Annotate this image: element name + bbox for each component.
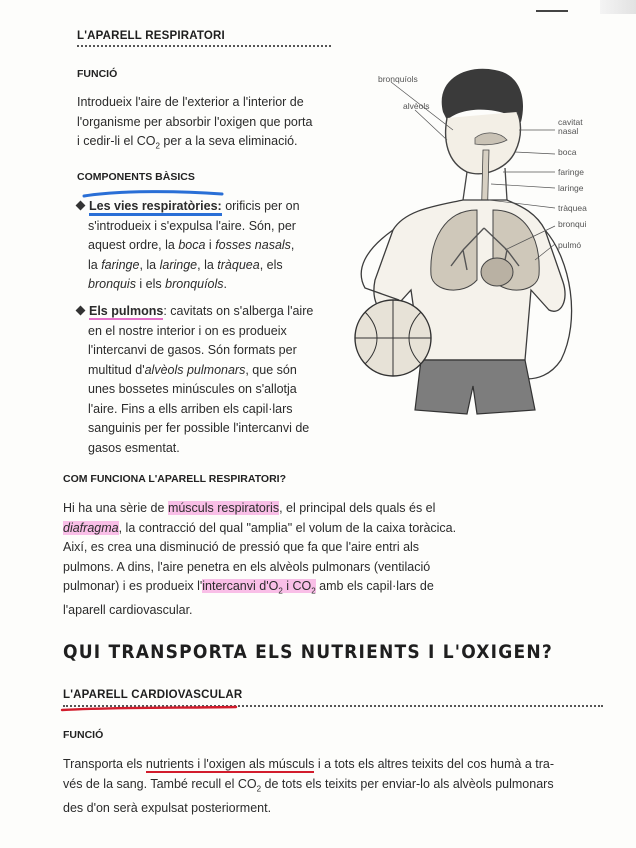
funcio-paragraph bbox=[77, 93, 337, 156]
cardio-paragraph bbox=[63, 755, 608, 818]
components-heading: COMPONENTS BÀSICS bbox=[77, 171, 195, 183]
bullet-line: sanguinis per fer possible l'intercanvi de bbox=[88, 421, 310, 435]
paragraph-line: Transporta els nutrients i l'oxigen als músculs i a tots els altres teixits del cos humà a tra- bbox=[63, 757, 555, 771]
heart bbox=[481, 258, 513, 286]
bullet-line: aquest ordre, la boca i fosses nasals, bbox=[88, 238, 295, 252]
bullet-line: la faringe, la laringe, la tràquea, els bbox=[88, 257, 283, 272]
label-alveols: alvèols bbox=[403, 101, 430, 111]
label-nasal: nasal bbox=[558, 126, 579, 136]
label-boca: boca bbox=[558, 147, 577, 157]
title-dotted-rule bbox=[77, 45, 331, 47]
highlight-diafragma: diafragma bbox=[63, 520, 119, 535]
bullet-line: unes bossetes minúscules on s'allotja bbox=[88, 382, 297, 396]
funcio-line: l'organisme per absorbir l'oxigen que porta bbox=[77, 114, 313, 129]
highlight-musculs: músculs respiratoris bbox=[167, 501, 280, 515]
paragraph-line: pulmonar) i es produeix l'intercanvi $d'O_2$ i $CO_2$ amb els capil·lars de bbox=[63, 579, 434, 596]
page-edge-shadow bbox=[600, 0, 636, 14]
paragraph-line: des d'on serà expulsat posteriorment. bbox=[63, 800, 272, 815]
bullet-line: en el nostre interior i on es produeix bbox=[88, 323, 287, 338]
bullet-pulmons: Els pulmons: cavitats on s'alberga l'aire en el nostre interior i on es produeix l'intercanvi de gasos. Són formats per multitud d'alvèols pulmonars, que són unes bossetes minúscules on s'allotja l'aire. Fins a ells arriben els capil·lars sanguinis per fer possible l'intercanvi de gasos esmentat. bbox=[77, 302, 339, 458]
label-laringe: laringe bbox=[558, 183, 584, 193]
label-pulmo: pulmó bbox=[558, 240, 582, 250]
bullet-line: gasos esmentat. bbox=[88, 440, 180, 455]
red-pen-underline bbox=[60, 704, 240, 714]
cardio-funcio-heading: FUNCIÓ bbox=[63, 729, 104, 741]
paragraph-line: Hi ha una sèrie de músculs respiratoris, el principal dels quals és el bbox=[63, 501, 436, 515]
vies-term: Les vies respiratòries: bbox=[89, 199, 222, 216]
diamond-bullet-icon bbox=[76, 306, 86, 316]
com-funciona-heading: COM FUNCIONA L'APARELL RESPIRATORI? bbox=[63, 473, 286, 485]
bullet-line: multitud d'alvèols pulmonars, que són bbox=[88, 362, 297, 377]
paragraph-line: diafragma, la contracció del qual "amplia" el volum de la caixa toràcica. bbox=[63, 520, 457, 535]
paragraph-line: l'aparell cardiovascular. bbox=[63, 603, 193, 617]
pulmons-term: Els pulmons bbox=[89, 304, 164, 318]
label-faringe: faringe bbox=[558, 167, 584, 177]
bullet-vies: Les vies respiratòries: orificis per on s'introdueix i s'expulsa l'aire. Són, per aquest ordre, la boca i fosses nasals, la faringe, la laringe, la tràquea, els bronquis i els bronquíols. bbox=[77, 197, 339, 295]
paragraph-line: vés de la sang. També recull el $CO_2$ de tots els teixits per enviar-lo als alvèols pulmonars bbox=[63, 776, 554, 793]
shorts bbox=[415, 360, 535, 414]
label-bronqui: bronqui bbox=[558, 219, 587, 229]
label-traquea: tràquea bbox=[558, 203, 587, 213]
funcio-line: i cedir-li el $CO_2$ per a la seva eliminació. bbox=[77, 134, 298, 151]
label-bronquiols: bronquíols bbox=[378, 74, 418, 84]
bullet-line: l'intercanvi de gasos. Són formats per bbox=[88, 343, 297, 357]
label-cavitat: cavitat bbox=[558, 117, 583, 127]
bullet-line: bronquis i els bronquíols. bbox=[88, 277, 227, 291]
red-underlined-phrase: nutrients i l'oxigen als músculs bbox=[145, 757, 315, 771]
funcio-heading: FUNCIÓ bbox=[77, 68, 118, 80]
bullet-line: l'aire. Fins a ells arriben els capil·lars bbox=[88, 401, 293, 416]
diamond-bullet-icon bbox=[76, 201, 86, 211]
paragraph-line: pulmons. A dins, l'aire penetra en els alvèols pulmonars (ventilació bbox=[63, 559, 431, 574]
paragraph-line: Així, es crea una disminució de pressió que fa que l'aire entri als bbox=[63, 540, 420, 554]
bullet-line: s'introdueix i s'expulsa l'aire. Són, per bbox=[88, 218, 296, 233]
funcio-line: Introdueix l'aire de l'exterior a l'interior de bbox=[77, 95, 304, 109]
com-funciona-paragraph bbox=[63, 499, 603, 621]
respiratori-title: L'APARELL RESPIRATORI bbox=[77, 30, 225, 42]
big-section-title: QUI TRANSPORTA ELS NUTRIENTS I L'OXIGEN? bbox=[63, 641, 553, 663]
page-corner-mark bbox=[536, 10, 568, 12]
cardiovascular-title: L'APARELL CARDIOVASCULAR bbox=[63, 689, 243, 701]
highlight-intercanvi: intercanvi $d'O_2$ i $CO_2$ bbox=[202, 579, 316, 596]
